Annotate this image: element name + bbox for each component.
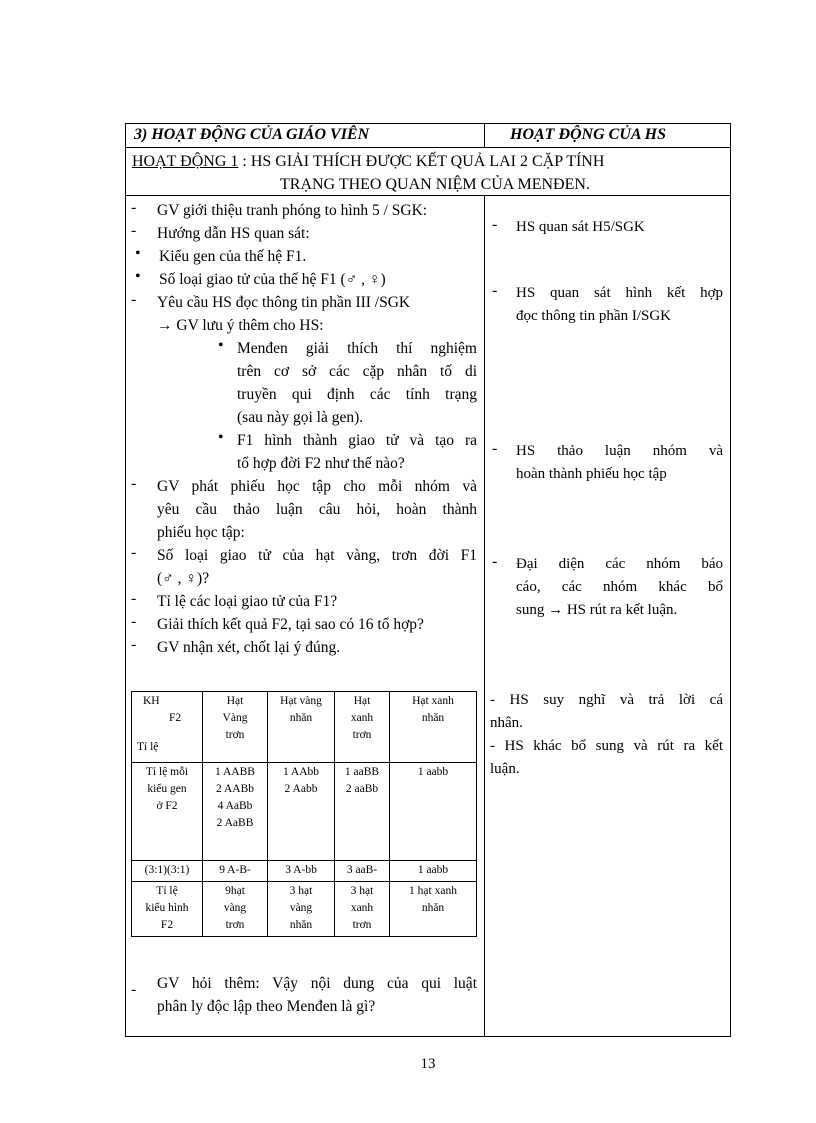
dash-mark: -	[131, 590, 137, 607]
question-gametes: Số loại giao tử của hạt vàng, trơn đời F1 (♂ , ♀)?	[157, 547, 477, 587]
dash-mark: -	[131, 981, 137, 998]
bullet-mark: •	[218, 337, 224, 354]
note-f1-gametes: F1 hình thành giao tử và tạo ra tổ hợp đời F2 như thế nào?	[237, 432, 477, 472]
student-discuss: HS thảo luận nhóm và hoàn thành phiếu học tập	[516, 443, 723, 482]
page-number: 13	[420, 1056, 436, 1072]
student-report: Đại diện các nhóm báo cáo, các nhóm khác bổ sung → HS rút ra kết luận.	[516, 556, 723, 618]
note-mendel-explanation: Menđen giải thích thí nghiệm trên cơ sở các cặp nhân tố di truyền qui định các tính trạng (sau này gọi là gen).	[237, 340, 477, 426]
student-observe-read: HS quan sát hình kết hợp đọc thông tin phần I/SGK	[516, 285, 723, 324]
table-cell: 1 aaBB 2 aaBb	[335, 763, 390, 861]
student-observe: HS quan sát H5/SGK	[516, 219, 645, 235]
question-ratio: Tỉ lệ các loại giao tử của F1?	[157, 593, 338, 610]
dash-mark: -	[131, 291, 137, 308]
bullet-mark: •	[135, 268, 141, 285]
table-cell: 1 AABB 2 AABb 4 AaBb 2 AaBB	[203, 763, 268, 861]
teacher-note: → GV lưu ý thêm cho HS:	[157, 317, 324, 334]
table-header-cell: Hạt vàng nhăn	[268, 692, 335, 763]
table-cell: 3 A-bb	[268, 861, 335, 882]
table-cell: 3 hạt xanh trơn	[335, 882, 390, 937]
table-cell: 9hạt vàng trơn	[203, 882, 268, 937]
header-column-divider	[484, 123, 485, 147]
dash-mark: -	[492, 440, 498, 457]
teacher-column-header: 3) HOẠT ĐỘNG CỦA GIÁO VIÊN	[134, 126, 370, 143]
dash-mark: -	[131, 636, 137, 653]
table-cell: 3 hạt vàng nhăn	[268, 882, 335, 937]
teacher-bullet-gametes: Số loại giao tử của thế hệ F1 (♂ , ♀)	[159, 271, 386, 288]
table-cell: Tỉ lệ kiểu hình F2	[132, 882, 203, 937]
dash-mark: -	[131, 199, 137, 216]
teacher-followup-question: GV hỏi thêm: Vậy nội dung của qui luật phân ly độc lập theo Menđen là gì?	[157, 975, 477, 1015]
dash-mark: -	[492, 216, 498, 233]
table-cell: 1 aabb	[390, 763, 477, 861]
table-cell: 1 AAbb 2 Aabb	[268, 763, 335, 861]
question-16-combinations: Giải thích kết quả F2, tại sao có 16 tổ hợp?	[157, 616, 424, 633]
dash-mark: -	[131, 475, 137, 492]
activity-title-line2: TRẠNG THEO QUAN NIỆM CỦA MENĐEN.	[280, 176, 590, 193]
table-header-cell: Hạt Vàng trơn	[203, 692, 268, 763]
teacher-conclusion: GV nhận xét, chốt lại ý đúng.	[157, 639, 341, 656]
table-cell: 3 aaB-	[335, 861, 390, 882]
table-header-cell: Hạt xanh trơn	[335, 692, 390, 763]
body-column-divider	[484, 195, 485, 1037]
table-cell: 9 A-B-	[203, 861, 268, 882]
activity-title-rest: : HS GIẢI THÍCH ĐƯỢC KẾT QUẢ LAI 2 CẶP TÍNH	[242, 153, 605, 170]
dash-mark: -	[131, 613, 137, 630]
dash-mark: -	[131, 544, 137, 561]
teacher-request: Yêu cầu HS đọc thông tin phần III /SGK	[157, 294, 411, 311]
student-answer: - HS suy nghĩ và trả lời cá nhân. - HS khác bổ sung và rút ra kết luận.	[490, 692, 723, 777]
bullet-mark: •	[218, 429, 224, 446]
dash-mark: -	[492, 553, 498, 570]
header-divider	[125, 147, 731, 148]
teacher-intro: GV giới thiệu tranh phóng to hình 5 / SGK:	[157, 202, 428, 219]
teacher-guide: Hướng dẫn HS quan sát:	[157, 225, 310, 242]
activity-label: HOẠT ĐỘNG 1	[132, 153, 239, 170]
table-cell: 1 hạt xanh nhăn	[390, 882, 477, 937]
table-row	[132, 882, 477, 937]
table-cell: (3:1)(3:1)	[132, 861, 203, 882]
table-row	[132, 763, 477, 861]
dash-mark: -	[492, 282, 498, 299]
table-cell: 1 aabb	[390, 861, 477, 882]
bullet-mark: •	[135, 245, 141, 262]
table-row	[132, 692, 477, 763]
table-header-cell: Hạt xanh nhăn	[390, 692, 477, 763]
table-corner-cell: KH F2 Tỉ lệ	[132, 692, 203, 763]
activity-title	[132, 150, 722, 196]
dash-mark: -	[131, 222, 137, 239]
table-cell: Tỉ lệ mỗi kiểu gen ở F2	[132, 763, 203, 861]
student-column-header: HOẠT ĐỘNG CỦA HS	[510, 126, 667, 143]
teacher-worksheet: GV phát phiếu học tập cho mỗi nhóm và yêu cầu thảo luận câu hỏi, hoàn thành phiếu học tập:	[157, 478, 477, 541]
teacher-bullet-genotype: Kiểu gen của thế hệ F1.	[159, 248, 307, 265]
table-row	[132, 861, 477, 882]
f2-ratio-table	[131, 691, 477, 937]
